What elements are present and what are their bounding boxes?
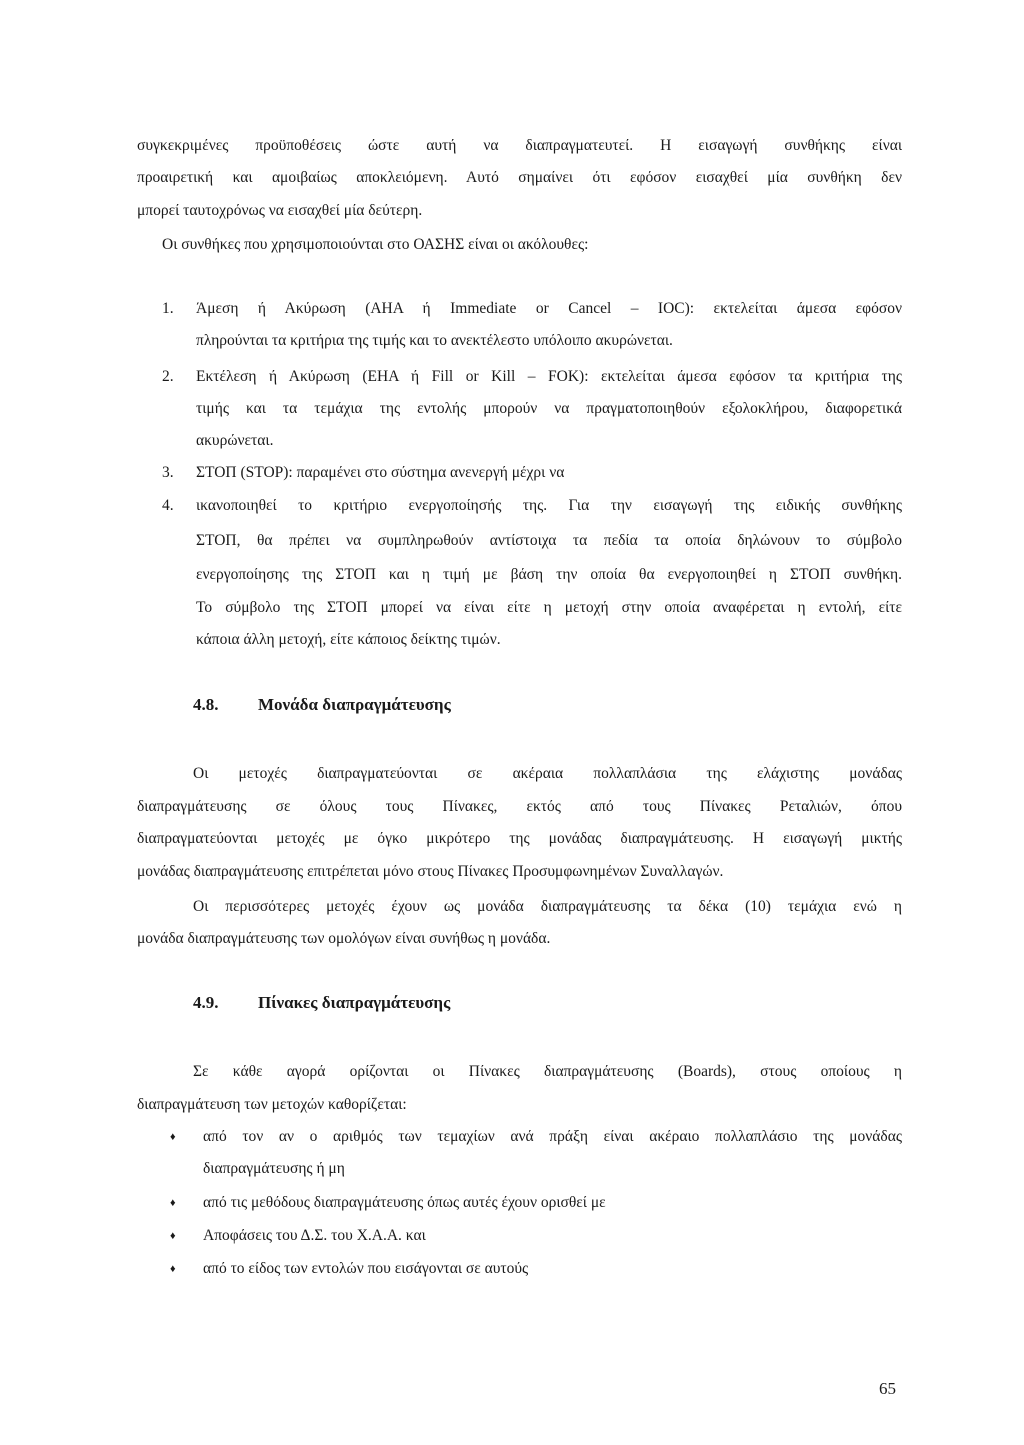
list-text: ΣΤΟΠ (STOP): παραμένει στο σύστημα ανενεργή μέχρι να: [196, 464, 565, 481]
section-number: 4.8.: [193, 695, 219, 714]
paragraph-line: Οι μετοχές διαπραγματεύονται σε ακέραια πολλαπλάσια της ελάχιστης μονάδας: [193, 765, 902, 782]
intro-line: συγκεκριμένες προϋποθέσεις ώστε αυτή να διαπραγματευτεί. Η εισαγωγή συνθήκης είναι: [137, 137, 902, 154]
list-item-line: ΣΤΟΠ, θα πρέπει να συμπληρωθούν αντίστοιχα τα πεδία τα οποία δηλώνουν το σύμβολο: [196, 532, 902, 549]
paragraph-line: διαπραγμάτευση των μετοχών καθορίζεται:: [137, 1096, 407, 1113]
paragraph-line: Οι περισσότερες μετοχές έχουν ως μονάδα διαπραγμάτευσης τα δέκα (10) τεμάχια ενώ η: [193, 898, 902, 915]
paragraph-line: μονάδα διαπραγμάτευσης των ομολόγων είναι συνήθως η μονάδα.: [137, 930, 551, 947]
page-number: 65: [879, 1379, 896, 1398]
list-item-4: [162, 496, 902, 516]
list-number: 1.: [162, 300, 174, 317]
list-item-1: [162, 299, 902, 319]
list-number: 3.: [162, 464, 174, 481]
bullet-icon: ♦: [170, 1263, 176, 1275]
bullet-line: από τον αν ο αριθμός των τεμαχίων ανά πράξη είναι ακέραιο πολλαπλάσιο της μονάδας: [203, 1128, 902, 1145]
list-item-line: τιμής και τα τεμάχια της εντολής μπορούν να πραγματοποιηθούν εξολοκλήρου, διαφορετικά: [196, 400, 902, 417]
section-title: Μονάδα διαπραγμάτευσης: [258, 695, 451, 714]
section-title: Πίνακες διαπραγμάτευσης: [258, 993, 451, 1012]
list-item-line: πληρούνται τα κριτήρια της τιμής και το ανεκτέλεστο υπόλοιπο ακυρώνεται.: [196, 332, 673, 349]
list-number: 2.: [162, 368, 174, 385]
list-text: Άμεση ή Ακύρωση (ΑΗΑ ή Immediate or Cancel – IOC): εκτελείται άμεσα εφόσον: [196, 300, 902, 317]
list-number: 4.: [162, 497, 174, 514]
intro-line: μπορεί ταυτοχρόνως να εισαχθεί μία δεύτερη.: [137, 202, 423, 219]
bullet-line: από τις μεθόδους διαπραγμάτευσης όπως αυτές έχουν ορισθεί με: [203, 1194, 606, 1211]
intro-line: προαιρετική και αμοιβαίως αποκλειόμενη. Αυτό σημαίνει ότι εφόσον εισαχθεί μία συνθήκη δεν: [137, 169, 902, 186]
bullet-line: από το είδος των εντολών που εισάγονται σε αυτούς: [203, 1260, 529, 1277]
bullet-icon: ♦: [170, 1197, 176, 1209]
paragraph-line: διαπραγμάτευσης σε όλους τους Πίνακες, εκτός από τους Πίνακες Ρεταλιών, όπου: [137, 798, 902, 815]
list-text: ικανοποιηθεί το κριτήριο ενεργοποίησής της. Για την εισαγωγή της ειδικής συνθήκης: [196, 497, 902, 514]
list-item-line: Το σύμβολο της ΣΤΟΠ μπορεί να είναι είτε η μετοχή στην οποία αναφέρεται η εντολή, είτε: [196, 599, 902, 616]
list-item-2: [162, 367, 902, 387]
list-item-line: κάποια άλλη μετοχή, είτε κάποιος δείκτης τιμών.: [196, 631, 501, 648]
bullet-line: Αποφάσεις του Δ.Σ. του Χ.Α.Α. και: [203, 1227, 426, 1244]
list-text: Εκτέλεση ή Ακύρωση (ΕΗΑ ή Fill or Kill – FOK): εκτελείται άμεσα εφόσον τα κριτήρια της: [196, 368, 902, 385]
section-number: 4.9.: [193, 993, 219, 1012]
intro-line: Οι συνθήκες που χρησιμοποιούνται στο ΟΑΣΗΣ είναι οι ακόλουθες:: [162, 236, 589, 253]
bullet-icon: ♦: [170, 1131, 176, 1143]
list-item-3: [162, 463, 564, 483]
list-item-line: ενεργοποίησης της ΣΤΟΠ και η τιμή με βάση την οποία θα ενεργοποιηθεί η ΣΤΟΠ συνθήκη.: [196, 566, 902, 583]
bullet-icon: ♦: [170, 1230, 176, 1242]
paragraph-line: διαπραγματεύονται μετοχές με όγκο μικρότερο της μονάδας διαπραγμάτευσης. Η εισαγωγή μικτής: [137, 830, 902, 847]
list-item-line: ακυρώνεται.: [196, 432, 274, 449]
paragraph-line: μονάδας διαπραγμάτευσης επιτρέπεται μόνο στους Πίνακες Προσυμφωνημένων Συναλλαγών.: [137, 863, 724, 880]
bullet-line: διαπραγμάτευσης ή μη: [203, 1160, 345, 1177]
paragraph-line: Σε κάθε αγορά ορίζονται οι Πίνακες διαπραγμάτευσης (Boards), στους οποίους η: [193, 1063, 902, 1080]
